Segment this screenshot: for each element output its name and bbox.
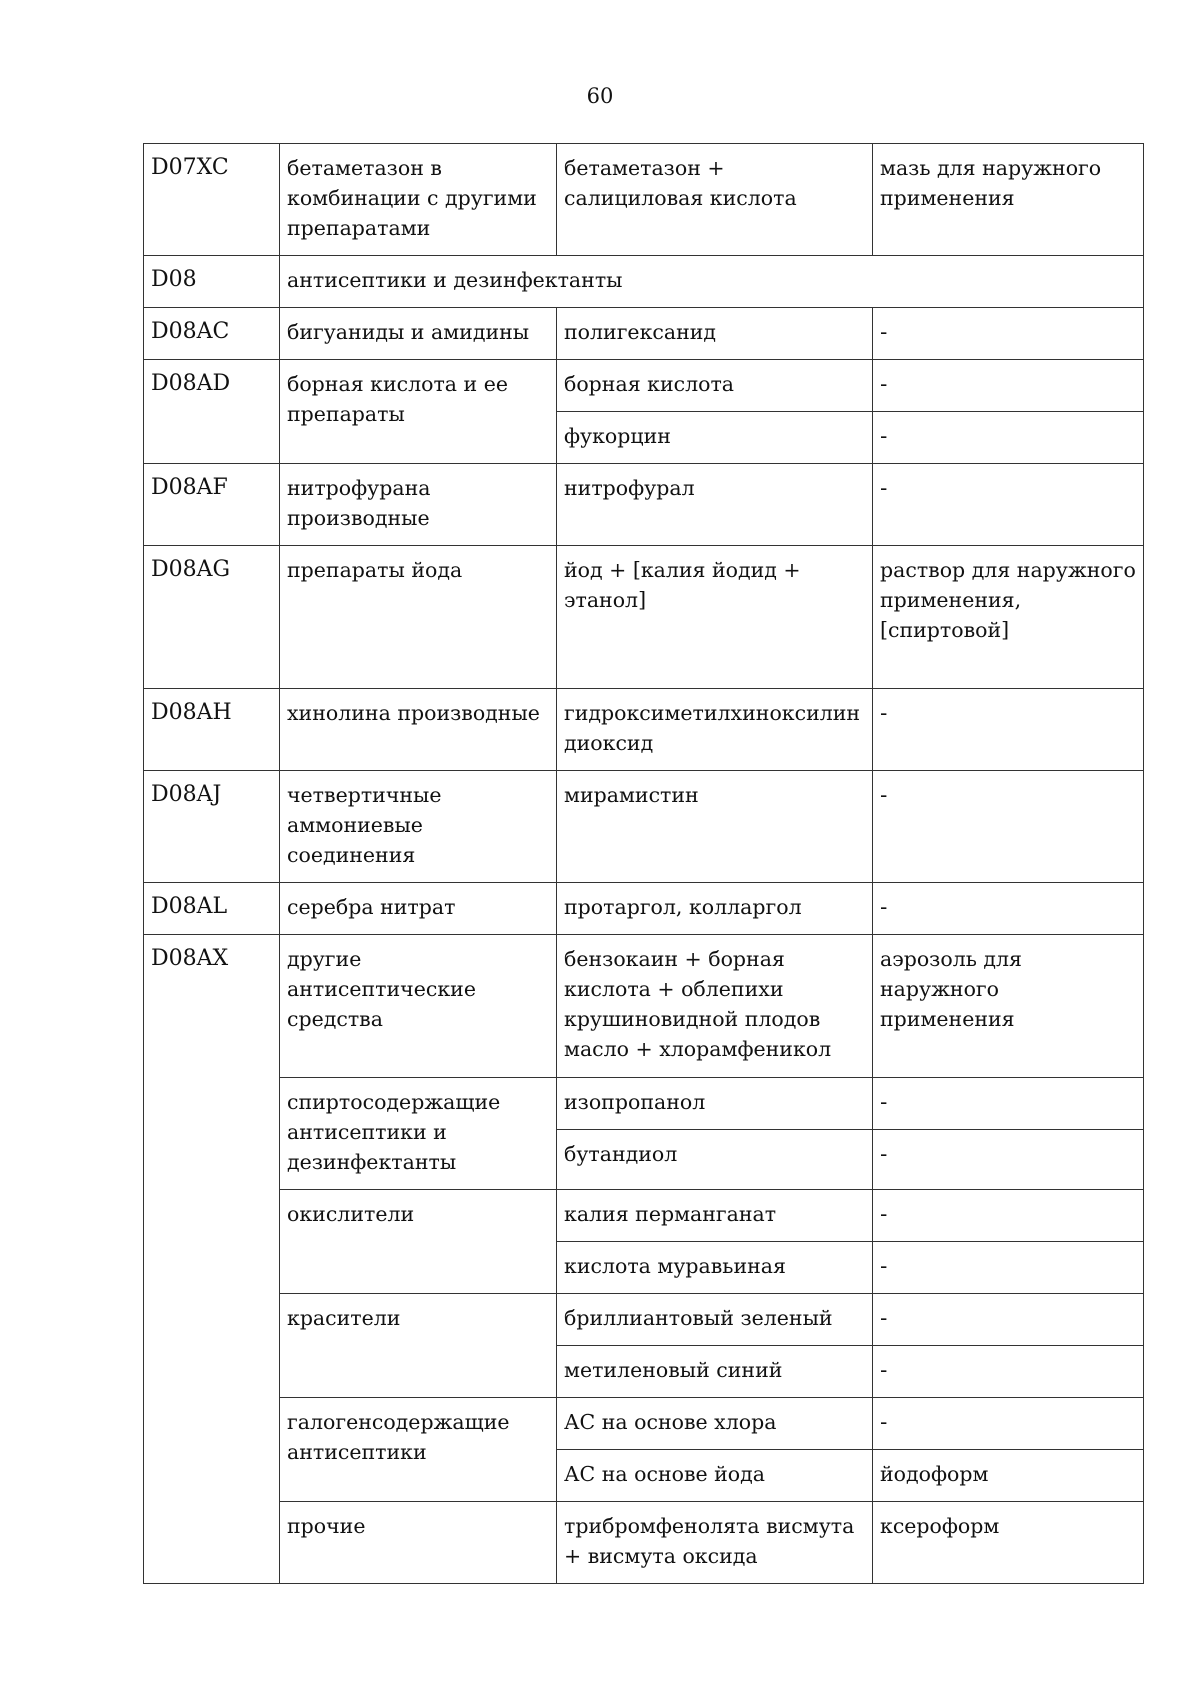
dosage-form: йодоформ: [873, 1450, 1144, 1502]
table-row: [144, 771, 1144, 883]
group-name: галогенсодержащие антисептики: [280, 1398, 557, 1502]
dosage-form: -: [873, 464, 1144, 546]
table-row: [144, 308, 1144, 360]
table-row: [144, 935, 1144, 1078]
table-row: [144, 464, 1144, 546]
drug-name: бриллиантовый зеленый: [557, 1294, 873, 1346]
group-name: бигуаниды и амидины: [280, 308, 557, 360]
table-row: [144, 1398, 1144, 1450]
drug-name: АС на основе йода: [557, 1450, 873, 1502]
drug-classification-table: [143, 143, 1144, 1584]
atc-code: D08AX: [144, 935, 280, 1584]
atc-code: D08AC: [144, 308, 280, 360]
dosage-form: -: [873, 1346, 1144, 1398]
dosage-form: -: [873, 1190, 1144, 1242]
dosage-form: -: [873, 771, 1144, 883]
table-row: [144, 546, 1144, 689]
drug-name: кислота муравьиная: [557, 1242, 873, 1294]
dosage-form: -: [873, 689, 1144, 771]
group-name: серебра нитрат: [280, 883, 557, 935]
group-name: прочие: [280, 1502, 557, 1584]
drug-name: борная кислота: [557, 360, 873, 412]
drug-name: фукорцин: [557, 412, 873, 464]
drug-name: бензокаин + борная кислота + облепихи крушиновидной плодов масло + хлорамфеникол: [557, 935, 873, 1078]
drug-name: бутандиол: [557, 1130, 873, 1190]
drug-name: протаргол, колларгол: [557, 883, 873, 935]
atc-code: D08AH: [144, 689, 280, 771]
drug-name: гидроксиметилхиноксилиндиоксид: [557, 689, 873, 771]
page-number: 60: [586, 84, 614, 108]
drug-name: нитрофурал: [557, 464, 873, 546]
atc-code: D08AF: [144, 464, 280, 546]
dosage-form: раствор для наружного применения, [спиртовой]: [873, 546, 1144, 689]
dosage-form: мазь для наружного применения: [873, 144, 1144, 256]
dosage-form: -: [873, 1078, 1144, 1130]
table-row: [144, 883, 1144, 935]
drug-name: трибромфенолята висмута + висмута оксида: [557, 1502, 873, 1584]
table-row: [144, 144, 1144, 256]
drug-name: мирамистин: [557, 771, 873, 883]
group-name: красители: [280, 1294, 557, 1398]
dosage-form: -: [873, 1398, 1144, 1450]
table-row: [144, 1078, 1144, 1130]
dosage-form: -: [873, 360, 1144, 412]
table-row: [144, 360, 1144, 412]
group-name: окислители: [280, 1190, 557, 1294]
table-row: [144, 256, 1144, 308]
drug-name: йод + [калия йодид + этанол]: [557, 546, 873, 689]
table-row: [144, 1294, 1144, 1346]
group-name: препараты йода: [280, 546, 557, 689]
drug-name: метиленовый синий: [557, 1346, 873, 1398]
group-name: антисептики и дезинфектанты: [280, 256, 1144, 308]
group-name: борная кислота и ее препараты: [280, 360, 557, 464]
table-row: [144, 689, 1144, 771]
group-name: другие антисептические средства: [280, 935, 557, 1078]
table-row: [144, 1190, 1144, 1242]
dosage-form: -: [873, 1130, 1144, 1190]
drug-name: АС на основе хлора: [557, 1398, 873, 1450]
table-row: [144, 1502, 1144, 1584]
drug-name: изопропанол: [557, 1078, 873, 1130]
group-name: спиртосодержащие антисептики и дезинфектанты: [280, 1078, 557, 1190]
dosage-form: ксероформ: [873, 1502, 1144, 1584]
dosage-form: -: [873, 412, 1144, 464]
atc-code: D08AJ: [144, 771, 280, 883]
dosage-form: -: [873, 1242, 1144, 1294]
atc-code: D08AD: [144, 360, 280, 464]
atc-code: D08: [144, 256, 280, 308]
atc-code: D07XC: [144, 144, 280, 256]
dosage-form: -: [873, 308, 1144, 360]
group-name: хинолина производные: [280, 689, 557, 771]
drug-name: калия перманганат: [557, 1190, 873, 1242]
drug-name: бетаметазон + салициловая кислота: [557, 144, 873, 256]
group-name: нитрофурана производные: [280, 464, 557, 546]
dosage-form: аэрозоль для наружного применения: [873, 935, 1144, 1078]
dosage-form: -: [873, 1294, 1144, 1346]
group-name: бетаметазон в комбинации с другими препаратами: [280, 144, 557, 256]
atc-code: D08AL: [144, 883, 280, 935]
atc-code: D08AG: [144, 546, 280, 689]
drug-name: полигексанид: [557, 308, 873, 360]
dosage-form: -: [873, 883, 1144, 935]
group-name: четвертичные аммониевые соединения: [280, 771, 557, 883]
